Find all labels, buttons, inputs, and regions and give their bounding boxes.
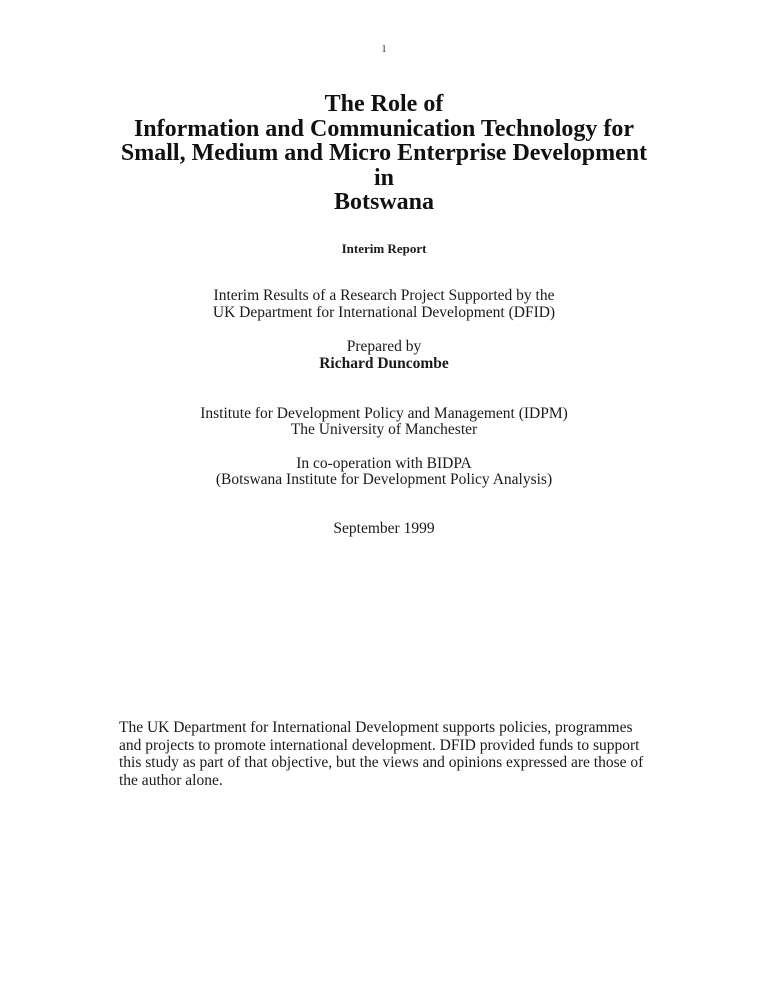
- cooperation-line-1: In co-operation with BIDPA: [296, 455, 472, 472]
- author-name: Richard Duncombe: [319, 355, 449, 372]
- page-number: 1: [381, 43, 387, 55]
- title-line-4: in: [373, 164, 394, 191]
- title-line-1: The Role of: [324, 91, 444, 117]
- cooperation-line-2: (Botswana Institute for Development Policy Analysis): [215, 471, 553, 488]
- institution-line-1: Institute for Development Policy and Management (IDPM): [200, 405, 568, 422]
- title-line-3: Small, Medium and Micro Enterprise Development: [120, 140, 648, 166]
- prepared-by-label: Prepared by: [346, 338, 422, 355]
- funding-disclaimer: The UK Department for International Development supports policies, programmes and projects to promote international development. DFID provided funds to support this study as part of that objective, but the views and opinions expressed are those of the author alone.: [119, 719, 644, 789]
- institution-line-2: The University of Manchester: [290, 421, 478, 438]
- description-line-1: Interim Results of a Research Project Supported by the: [213, 287, 555, 304]
- report-subtitle: Interim Report: [341, 241, 427, 256]
- title-line-2: Information and Communication Technology for: [133, 115, 635, 142]
- publication-date: September 1999: [333, 520, 435, 537]
- description-line-2: UK Department for International Development (DFID): [212, 304, 556, 321]
- title-line-5: Botswana: [333, 189, 435, 215]
- document-title: [0, 92, 768, 215]
